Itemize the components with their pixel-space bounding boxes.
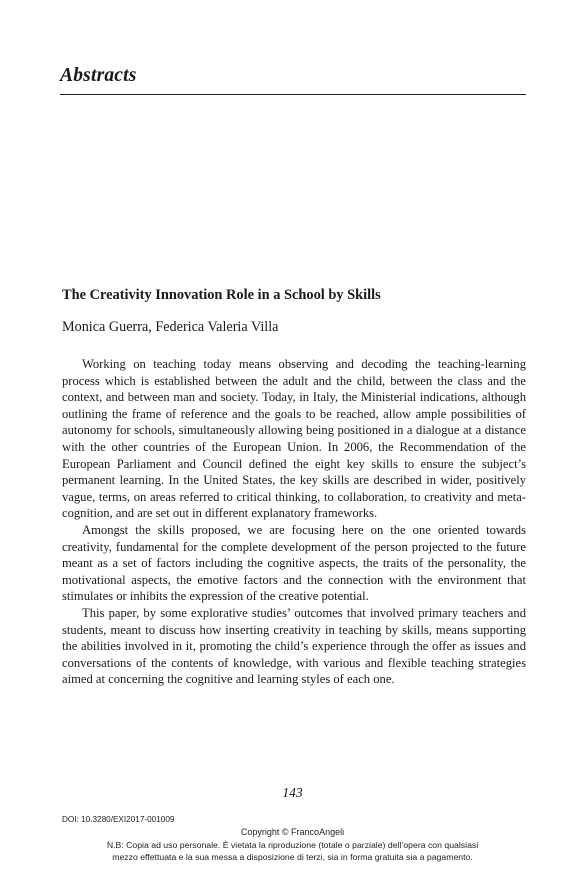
abstract-paragraph: Amongst the skills proposed, we are focusing here on the one oriented towards creativity, fundamental for the complete development of the person projected to the future meant as a set of factors including the cognitive aspects, the traits of the personality, the motivational aspects, the emotive factors and the connection with the environment that stimulates or inhibits the expression of the creative potential. (62, 522, 526, 604)
abstract-paragraph: Working on teaching today means observing and decoding the teaching-learning process which is established between the adult and the child, between the class and the context, and between man and society. Today, in Italy, the Ministerial indications, although outlining the frame of reference and the goals to be reached, allow ample possibilities of autonomy for schools, simultaneously allowing being positioned in a dialogue at a distance with the other countries of the European Union. In 2006, the Recommendation of the European Parliament and Council defined the eight key skills to ensure the subject’s permanent learning. In the United States, the key skills are described in wider, positively vague, terms, on areas referred to critical thinking, to collaboration, to creativity and meta-cognition, and are set out in different explanatory frameworks. (62, 357, 526, 521)
article-title: The Creativity Innovation Role in a School by Skills (62, 287, 381, 303)
usage-note-line: mezzo effettuata e la sua messa a disposizione di terzi, sia in forma gratuita sia a pagamento. (112, 852, 473, 862)
usage-note (0, 839, 585, 863)
section-title: Abstracts (60, 65, 137, 86)
abstract-paragraph: This paper, by some explorative studies’ outcomes that involved primary teachers and students, meant to discuss how inserting creativity in teaching by skills, means supporting the abilities involved in it, promoting the child’s experience through the offer as issues and conversations of the contents of knowledge, with various and flexible teaching strategies aimed at concerning the cognitive and learning styles of each one. (62, 605, 526, 687)
page-number: 143 (282, 785, 303, 800)
article-authors: Monica Guerra, Federica Valeria Villa (62, 319, 279, 335)
doi-line: DOI: 10.3280/EXI2017-001009 (62, 815, 175, 824)
copyright-line: Copyright © FrancoAngeli (240, 827, 345, 837)
section-header (60, 64, 526, 95)
usage-note-line: N.B: Copia ad uso personale. È vietata la riproduzione (totale o parziale) dell’opera con qualsiasi (106, 840, 479, 850)
abstract-body (62, 356, 526, 688)
header-rule (60, 94, 526, 95)
